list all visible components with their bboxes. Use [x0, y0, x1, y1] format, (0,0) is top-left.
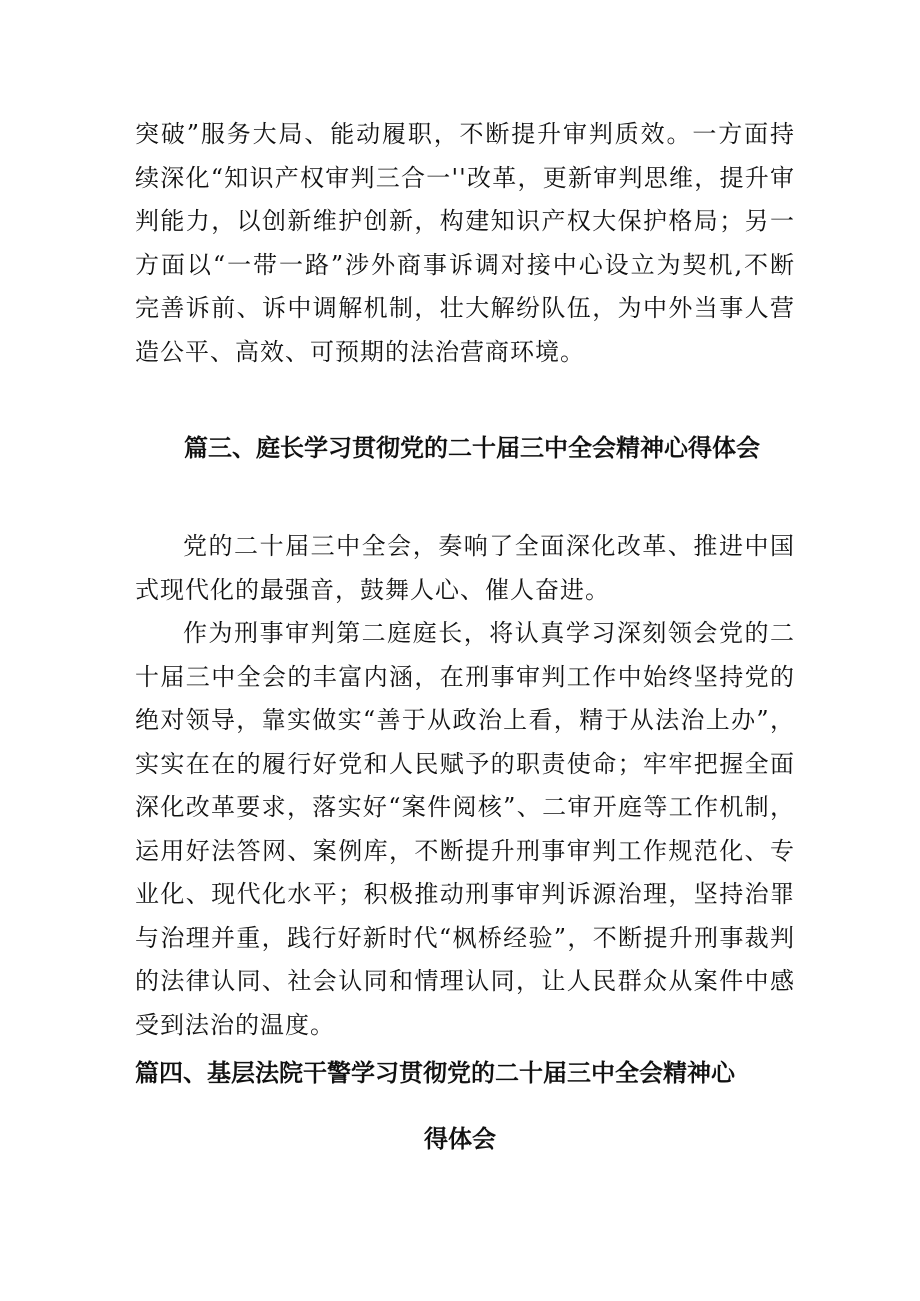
- section3-paragraph-2: 作为刑事审判第二庭庭长，将认真学习深刻领会党的二十届三中全会的丰富内涵，在刑事审判工作中始终坚持党的绝对领导，靠实做实“善于从政治上看，精于从法治上办”，实实在在的履行好党和人民赋予的职责使命；牢牢把握全面深化改革要求，落实好“案件阅核”、二审开庭等工作机制，运用好法答网、案例库，不断提升刑事审判工作规范化、专业化、现代化水平；积极推动刑事审判诉源治理，坚持治罪与治理并重，践行好新时代“枫桥经验”，不断提升刑事裁判的法律认同、社会认同和情理认同，让人民群众从案件中感受到法治的温度。: [135, 619, 795, 1039]
- continuation-paragraph: 突破”服务大局、能动履职，不断提升审判质效。一方面持续深化“知识产权审判三合一''改革，更新审判思维，提升审判能力，以创新维护创新，构建知识产权大保护格局；另一方面以“一带一路”涉外商事诉调对接中心设立为契机,不断完善诉前、诉中调解机制，壮大解纷队伍，为中外当事人营造公平、高效、可预期的法治营商环境。: [135, 120, 795, 366]
- section3-heading: 篇三、庭长学习贯彻党的二十届三中全会精神心得体会: [184, 434, 760, 462]
- section4-heading-line2: 得体会: [424, 1125, 496, 1153]
- section4-heading-line1: 篇四、基层法院干警学习贯彻党的二十届三中全会精神心: [135, 1059, 735, 1087]
- section3-paragraph-1: 党的二十届三中全会，奏响了全面深化改革、推进中国式现代化的最强音，鼓舞人心、催人奋进。: [135, 532, 795, 604]
